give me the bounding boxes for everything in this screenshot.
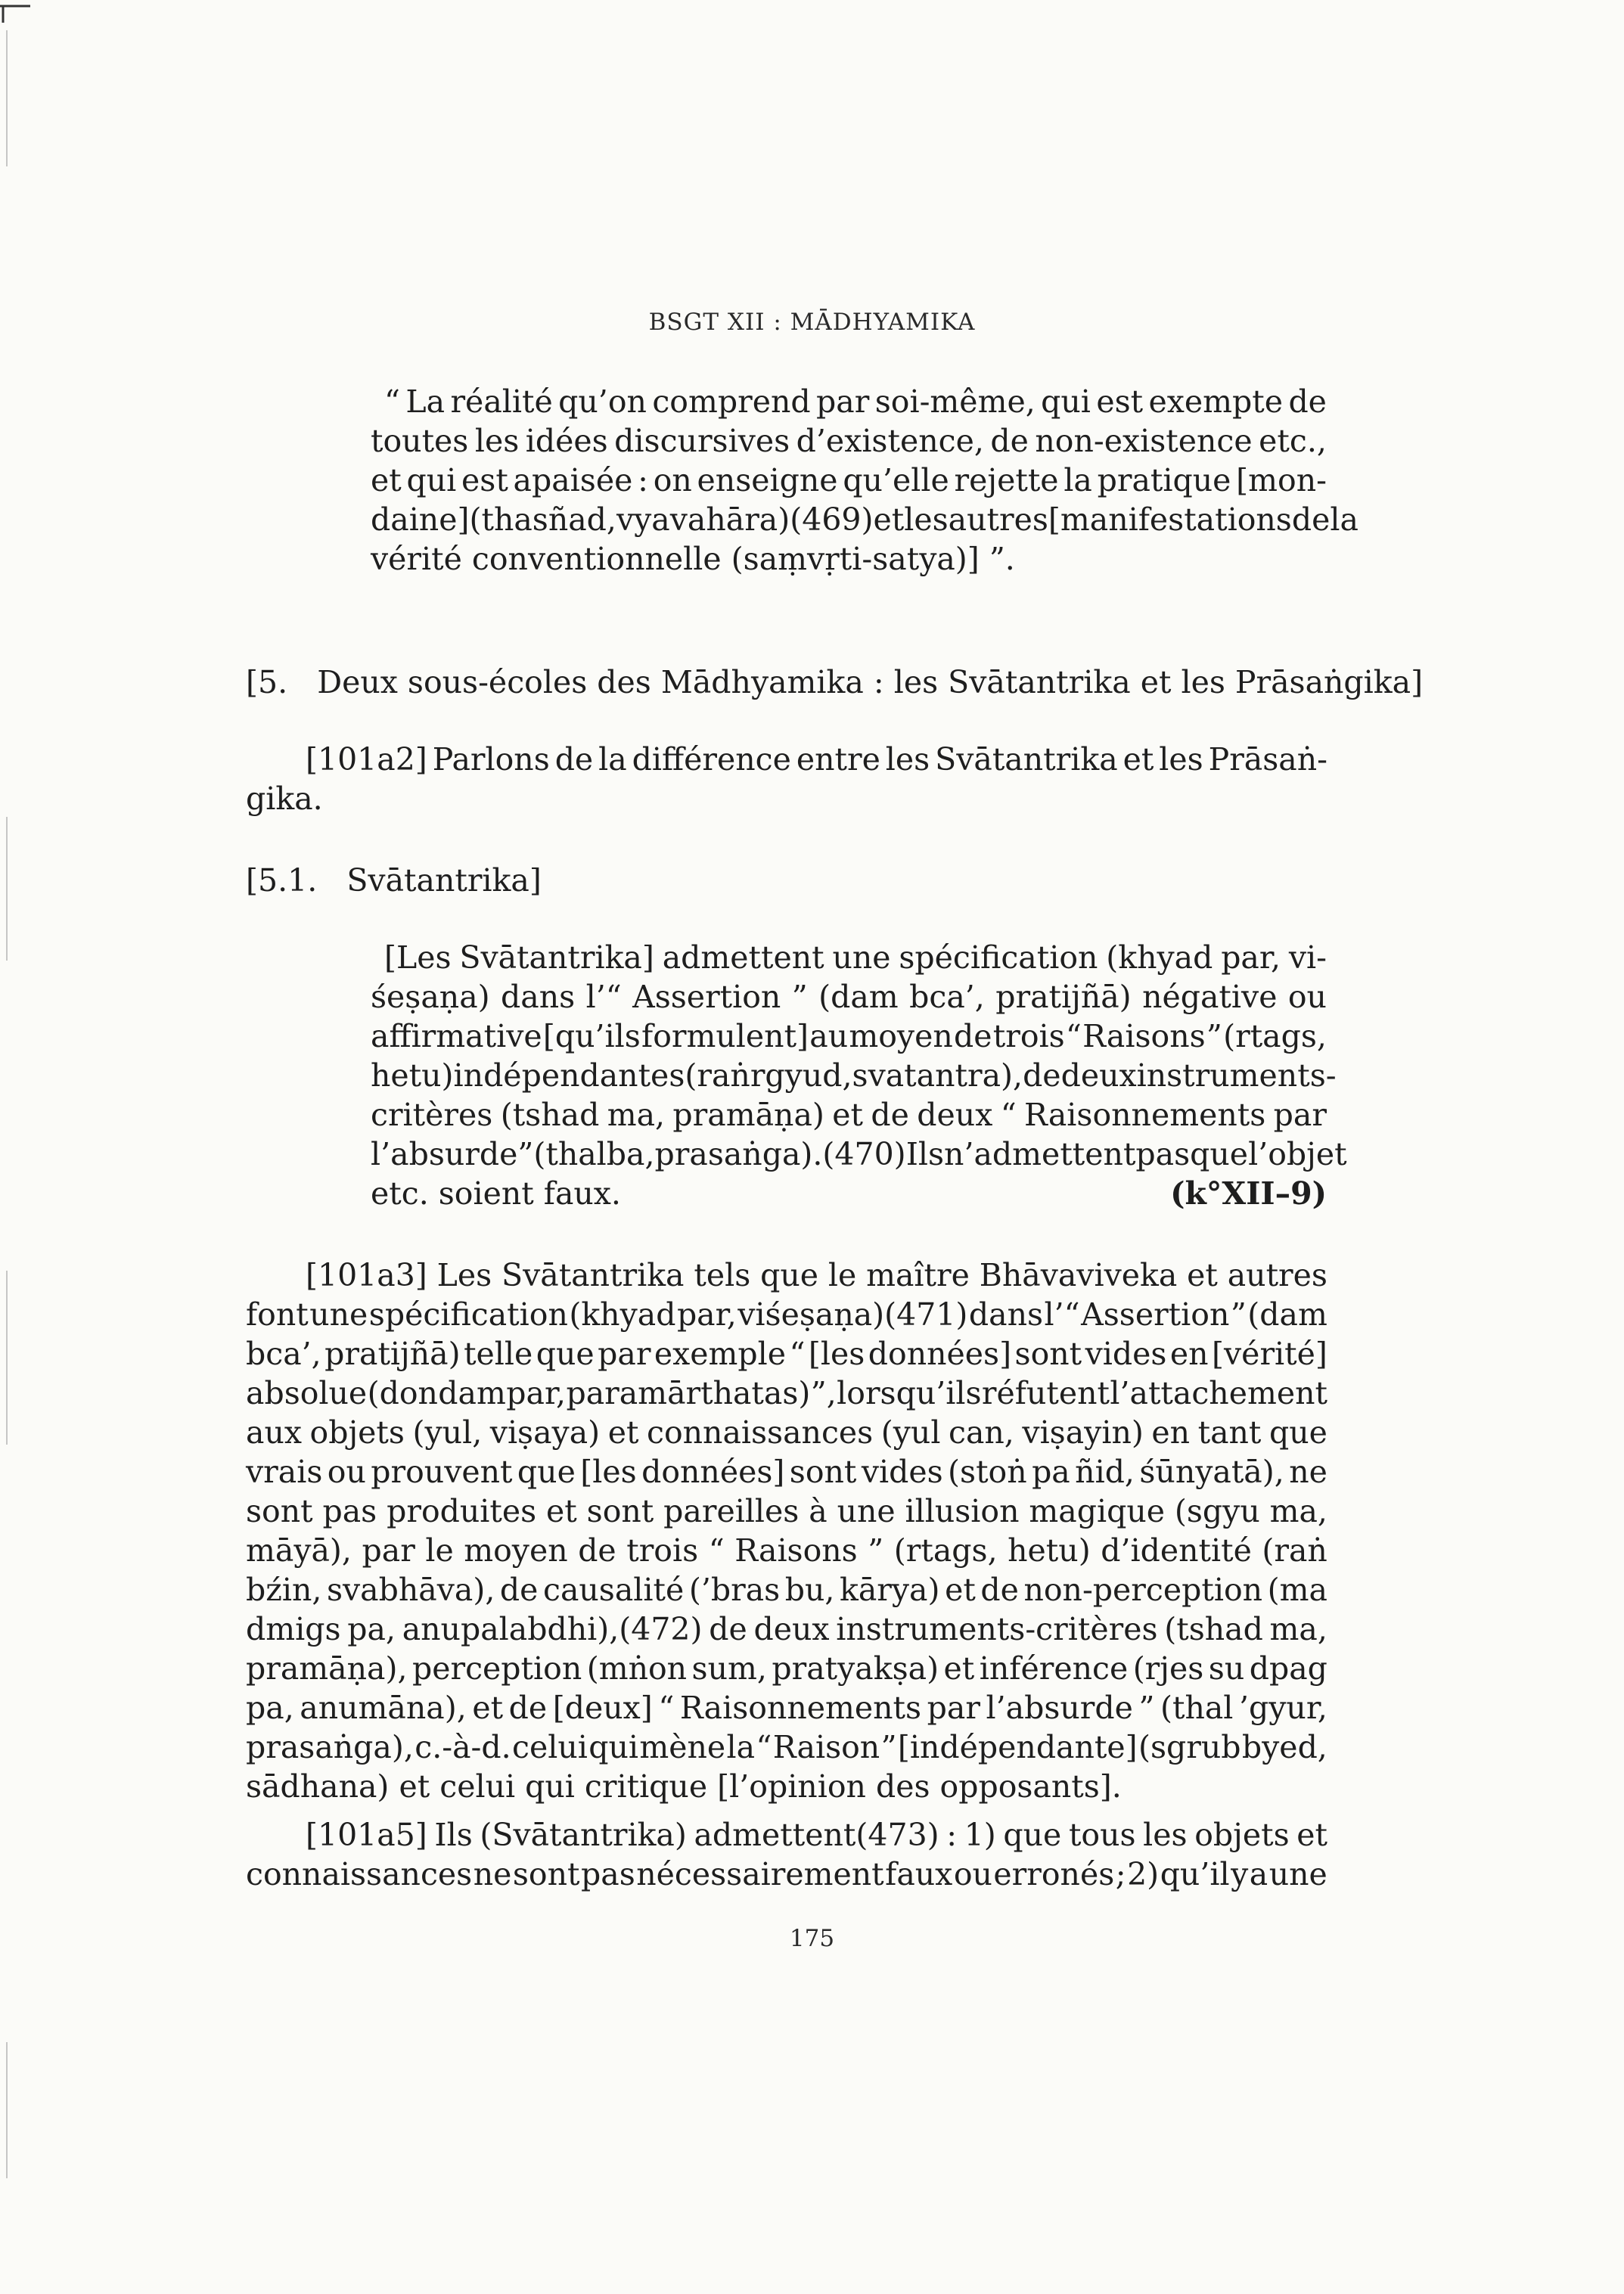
- text-line: prasaṅga), c.-à-d. celui qui mène la “ Raison ” [indépendante] (sgrub byed,: [246, 1729, 1327, 1765]
- text-line: śeṣaṇa) dans l’“ Assertion ” (dam bca’, pratijñā) négative ou: [371, 979, 1327, 1015]
- text-line: hetu) indépendantes (raṅ rgyud, svatantra), de deux instruments-: [371, 1057, 1337, 1094]
- section-heading-5: [5. Deux sous-écoles des Mādhyamika : les Svātantrika et les Prāsaṅgika]: [246, 664, 1424, 700]
- text-line: dmigs pa, anupalabdhi),(472) de deux instruments-critères (tshad ma,: [246, 1611, 1327, 1647]
- text-line: daine] (tha sñad, vyavahāra)(469) et les autres [manifestations de la: [371, 501, 1359, 538]
- text-line: [101a2] Parlons de la différence entre les Svātantrika et les Prāsaṅ-: [306, 741, 1327, 778]
- scan-margin-line: [6, 817, 8, 961]
- text-line: [101a5] Ils (Svātantrika) admettent(473) : 1) que tous les objets et: [306, 1817, 1327, 1853]
- text-line: vrais ou prouvent que [les données] sont vides (stoṅ pa ñid, śūnyatā), ne: [246, 1454, 1327, 1490]
- text-line: [101a3] Les Svātantrika tels que le maître Bhāvaviveka et autres: [306, 1257, 1327, 1293]
- text-line: sādhana) et celui qui critique [l’opinion des opposants].: [246, 1768, 1122, 1805]
- scan-margin-line: [6, 30, 8, 166]
- text-line: “ La réalité qu’on comprend par soi-même, qui est exempte de: [384, 383, 1327, 420]
- text-line: [Les Svātantrika] admettent une spécification (khyad par, vi-: [384, 939, 1327, 976]
- text-line: sont pas produites et sont pareilles à une illusion magique (sgyu ma,: [246, 1493, 1327, 1529]
- text-line: vérité conventionnelle (saṃvṛti-satya)] ”.: [371, 541, 1015, 577]
- text-line: pa, anumāna), et de [deux] “ Raisonnements par l’absurde ” (thal ’gyur,: [246, 1690, 1327, 1726]
- text-line: font une spécification (khyad par, viśeṣaṇa)(471) dans l’“ Assertion ” (dam: [246, 1296, 1327, 1333]
- verse-reference: (k°XII–9): [1170, 1175, 1327, 1212]
- text-line: bca’, pratijñā) telle que par exemple “ [les données] sont vides en [vérité]: [246, 1336, 1327, 1372]
- text-line: connaissances ne sont pas nécessairement faux ou erronés ; 2) qu’il y a une: [246, 1856, 1327, 1892]
- text-line: aux objets (yul, viṣaya) et connaissances (yul can, viṣayin) en tant que: [246, 1414, 1327, 1451]
- section-heading-5-1: [5.1. Svātantrika]: [246, 862, 542, 899]
- text-line: gika.: [246, 781, 323, 817]
- text-line: et qui est apaisée : on enseigne qu’elle rejette la pratique [mon-: [371, 462, 1327, 498]
- text-line: etc. soient faux.: [371, 1175, 621, 1212]
- page-number: 175: [789, 1925, 835, 1952]
- text-line: l’absurde ” (thal ba, prasaṅga).(470) Ils n’admettent pas que l’objet: [371, 1136, 1347, 1172]
- text-line: māyā), par le moyen de trois “ Raisons ” (rtags, hetu) d’identité (raṅ: [246, 1532, 1327, 1569]
- text-line: pramāṇa), perception (mṅon sum, pratyakṣa) et inférence (rjes su dpag: [246, 1650, 1327, 1687]
- text-line: bźin, svabhāva), de causalité (’bras bu, kārya) et de non-perception (ma: [246, 1572, 1327, 1608]
- scan-margin-line: [6, 2042, 8, 2178]
- scan-corner-mark: [0, 5, 30, 23]
- running-header: BSGT XII : MĀDHYAMIKA: [648, 309, 976, 336]
- text-line: affirmative [qu’ils formulent] au moyen de trois “ Raisons ” (rtags,: [371, 1018, 1327, 1054]
- text-line: toutes les idées discursives d’existence, de non-existence etc.,: [371, 423, 1327, 459]
- text-line: critères (tshad ma, pramāṇa) et de deux “ Raisonnements par: [371, 1097, 1327, 1133]
- scan-margin-line: [6, 1271, 8, 1445]
- text-line: absolue (don dam par, paramārthatas) ”, lorsqu’ils réfutent l’attachement: [246, 1375, 1327, 1411]
